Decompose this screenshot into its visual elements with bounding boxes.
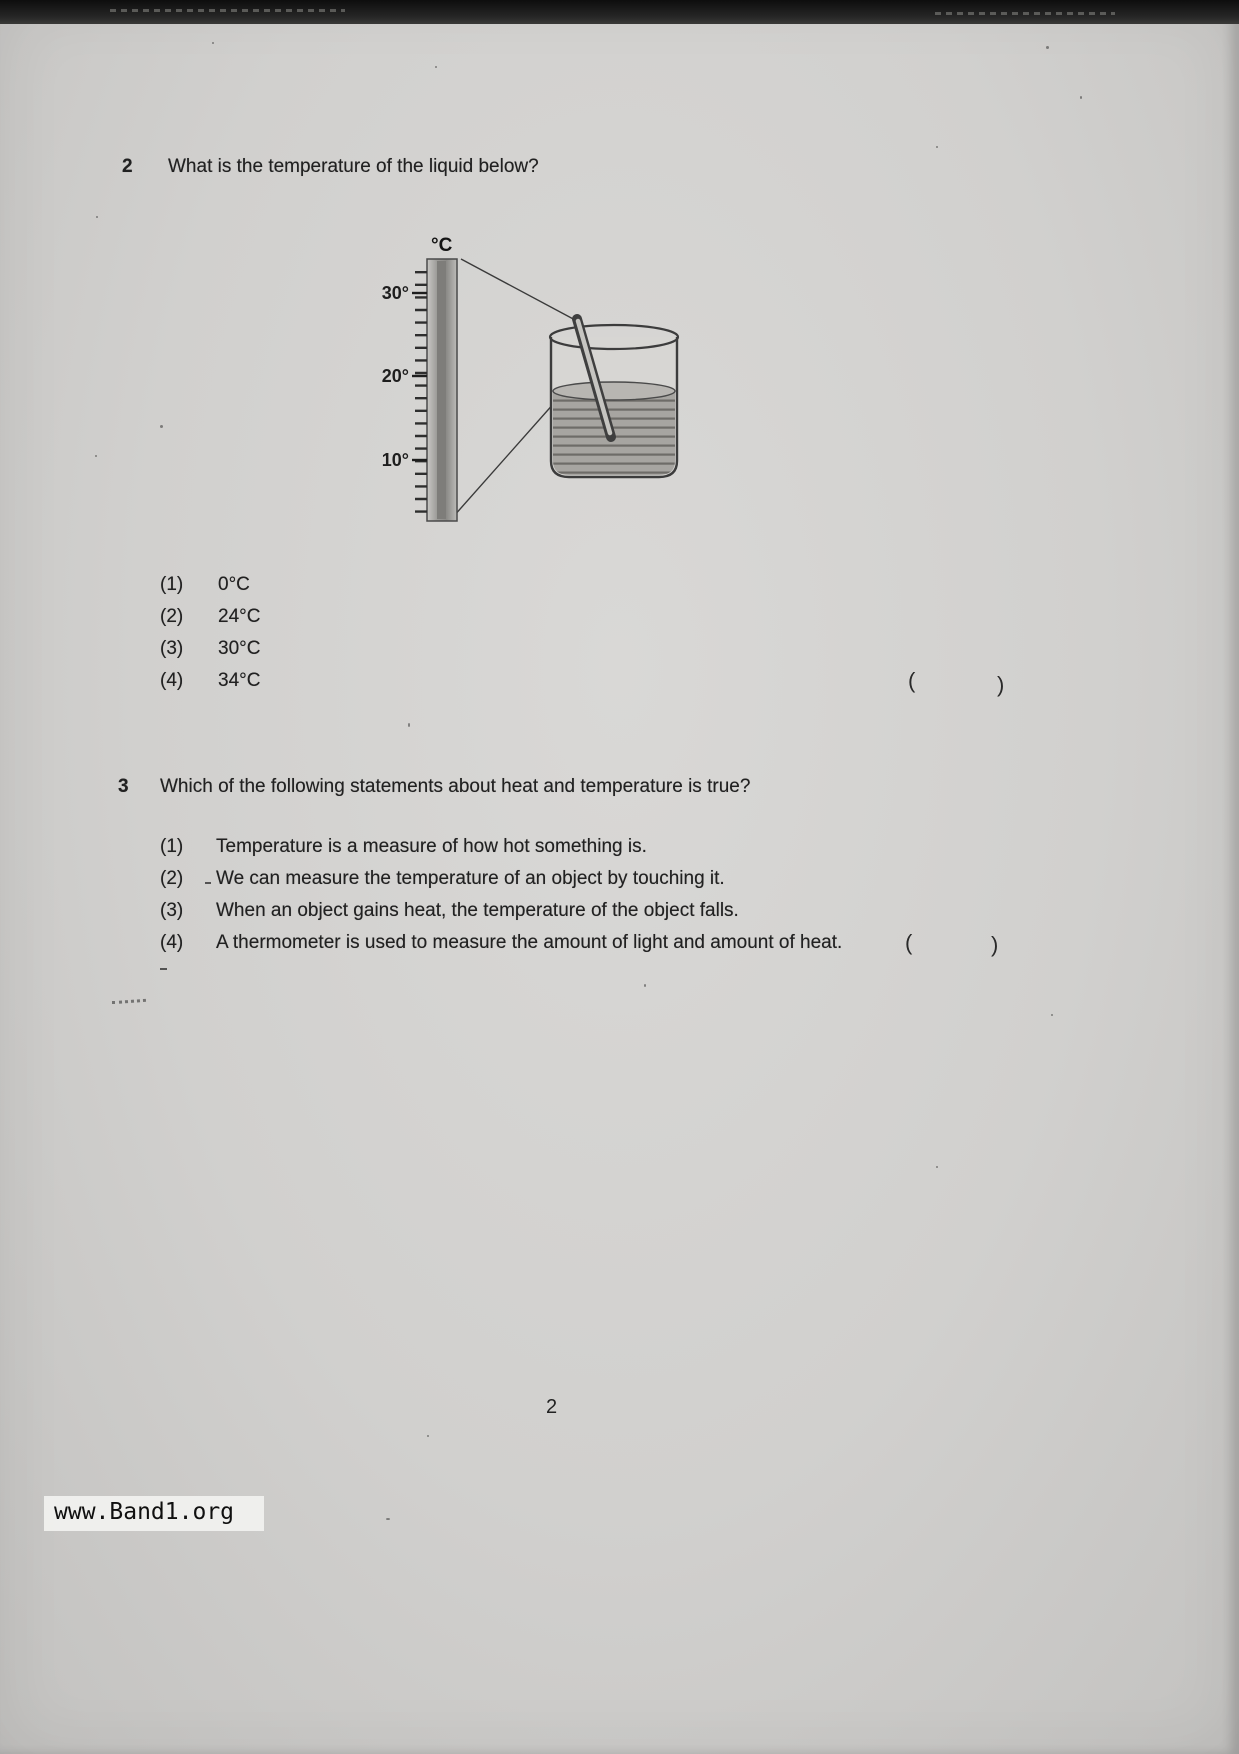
watermark-url: www.Band1.org [44, 1496, 264, 1531]
scan-artifact-dashes [935, 12, 1115, 15]
q2-option-1-label: (1) [160, 574, 184, 595]
scan-smudge [112, 999, 146, 1004]
q2-option-2-text: 24°C [218, 606, 261, 627]
q2-option-4-label: (4) [160, 670, 184, 691]
thermometer-scale [421, 259, 457, 521]
scan-artifact-dashes [110, 9, 345, 12]
q3-option-1-label: (1) [160, 836, 184, 857]
q2-option-3-label: (3) [160, 638, 184, 659]
q3-option-4-text: A thermometer is used to measure the amount of light and amount of heat. [216, 932, 843, 953]
q2-option-4-text: 34°C [218, 670, 261, 691]
q2-option-3-text: 30°C [218, 638, 261, 659]
liquid-surface [553, 382, 675, 400]
question-3-text: Which of the following statements about heat and temperature is true? [160, 776, 751, 797]
unit-label-celsius: °C [431, 235, 453, 256]
scale-label-20: 20° [381, 366, 409, 386]
connector-line-bottom [453, 393, 563, 517]
question-2-number: 2 [122, 156, 133, 177]
q3-option-1-text: Temperature is a measure of how hot something is. [216, 836, 647, 857]
q3-option-3-text: When an object gains heat, the temperature of the object falls. [216, 900, 739, 921]
thermometer-beaker-figure [365, 225, 710, 540]
scan-artifact-top-edge [0, 0, 1239, 24]
q2-option-1-text: 0°C [218, 574, 250, 595]
scale-label-30: 30° [381, 283, 409, 303]
thermometer-diagram [365, 225, 710, 540]
connector-line-top [461, 259, 577, 321]
q3-option-3-label: (3) [160, 900, 184, 921]
question-3-number: 3 [118, 776, 129, 797]
q2-answer-bracket-close: ) [997, 672, 1005, 697]
q3-option-2-text: We can measure the temperature of an object by touching it. [216, 868, 725, 889]
page-number: 2 [546, 1396, 558, 1418]
q2-option-2-label: (2) [160, 606, 184, 627]
scale-label-10: 10° [381, 450, 409, 470]
q2-answer-bracket-open: ( [908, 668, 916, 693]
question-2-text: What is the temperature of the liquid below? [168, 156, 539, 177]
q3-answer-bracket-close: ) [991, 932, 999, 957]
q3-option-4-label: (4) [160, 932, 184, 953]
beaker [550, 319, 678, 477]
q3-answer-bracket-open: ( [905, 930, 913, 955]
q3-option-2-label: (2) [160, 868, 184, 889]
